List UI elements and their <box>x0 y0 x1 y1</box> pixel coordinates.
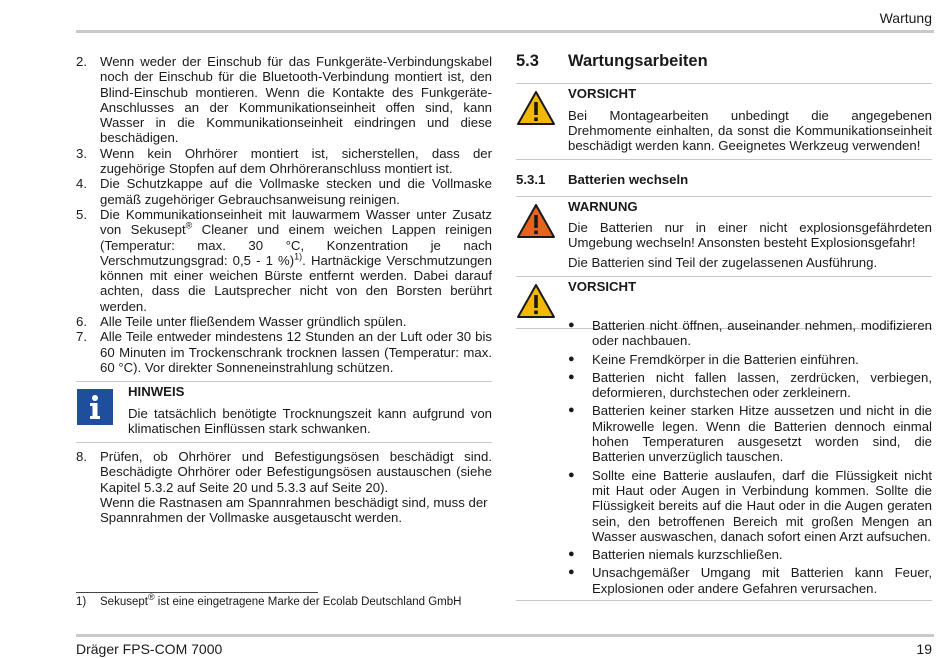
left-column <box>76 54 492 526</box>
list-item <box>568 565 932 596</box>
step-number: 8. <box>76 449 87 465</box>
notice-text: Die tatsächlich benötigte Trocknungszeit kann aufgrund von klimatischen Einflüssen stark schwanken. <box>128 405 492 436</box>
vorsicht-notice-1 <box>516 83 932 160</box>
notice-text: Die Batterien nur in einer nicht explosionsgefährdeten Umgebung wechseln! Ansonsten besteht Explosionsgefahr! <box>568 220 932 251</box>
subsection-title: Batterien wechseln <box>568 172 689 188</box>
bullet-icon: ● <box>568 566 575 579</box>
bullet-icon: ● <box>568 370 575 383</box>
list-item <box>568 352 932 367</box>
right-column <box>516 54 932 329</box>
notice-text: Die Batterien sind Teil der zugelassenen Ausführung. <box>568 254 878 270</box>
warnung-notice <box>516 196 932 277</box>
step-text: Wenn die Rastnasen am Spannrahmen beschädigt sind, muss der Spannrahmen der Vollmaske ausgetauscht werden. <box>100 495 488 526</box>
list-item-text: Batterien niemals kurzschließen. <box>592 547 783 563</box>
list-item <box>568 318 932 349</box>
footnote-text-part: Sekusept <box>100 596 148 608</box>
step-text <box>100 207 492 314</box>
warning-icon <box>516 199 568 270</box>
header-rule <box>76 30 934 33</box>
caution-icon <box>516 279 568 322</box>
footnote-text <box>100 592 462 609</box>
notice-text: Bei Montagearbeiten unbedingt die angegebenen Drehmomente einhalten, da sonst die Kommunikationseinheit beschädigt werden kann. Geeignetes Werkzeug verwenden! <box>568 107 932 154</box>
list-item-text: Batterien nicht fallen lassen, zerdrücken, verbiegen, deformieren, durchstechen oder zerkleinern. <box>592 369 932 401</box>
list-item-text: Sollte eine Batterie auslaufen, darf die Flüssigkeit nicht mit Haut oder Augen in Verbindung kommen. Sollte die Flüssigkeit bereits auf die Haut oder in die Augen geraten sein, den betroffenen Bereich mit großen Mengen an Wasser auswaschen, danach sofort einen Arzt aufsuchen. <box>592 467 932 544</box>
bullet-icon: ● <box>568 319 575 331</box>
bullet-icon: ● <box>568 404 575 417</box>
bullet-icon: ● <box>568 548 575 561</box>
step-text: Wenn weder der Einschub für das Funkgeräte-Verbindungskabel noch der Einschub für die Bluetooth-Verbindung montiert ist, den Blind-Einschub montieren. Wenn die Kontakte des Funkgeräte-Anschlusses an der Kommunikationseinheit offen sind, kann Wasser in die Kommunikationseinheit eindringen und diese beschädigen. <box>100 54 492 146</box>
footnote <box>76 592 492 609</box>
footnote-reference[interactable]: 1) <box>294 251 303 262</box>
subsection-number: 5.3.1 <box>516 172 546 188</box>
step-number: 4. <box>76 176 87 192</box>
page-number: 19 <box>916 641 932 657</box>
footer-rule <box>76 634 934 637</box>
section-title: Wartungsarbeiten <box>568 52 708 70</box>
section-heading <box>516 54 932 69</box>
step-text-part: Die Kommunikationseinheit mit lauwarmem Wasser unter Zusatz von Sekusept <box>100 206 492 238</box>
section-end-rule <box>516 600 932 601</box>
list-item-text: Unsachgemäßer Umgang mit Batterien kann Feuer, Explosionen oder andere Gefahren verursachen. <box>592 565 932 596</box>
step-8 <box>76 449 492 525</box>
header-section-title: Wartung <box>879 10 932 26</box>
bullet-icon: ● <box>568 468 575 481</box>
list-item-text: Batterien nicht öffnen, auseinander nehmen, modifizieren oder nachbauen. <box>592 318 932 349</box>
step-number: 7. <box>76 329 87 345</box>
hinweis-notice <box>76 381 492 443</box>
list-item <box>568 370 932 401</box>
step-7 <box>76 329 492 375</box>
notice-title: HINWEIS <box>128 384 185 400</box>
list-item-text: Batterien keiner starken Hitze aussetzen und nicht in die Mikrowelle legen. Wenn die Batterien dennoch einmal hohen Temperaturen ausgesetzt worden sind, die Batterien unverzüglich tauschen. <box>592 403 932 465</box>
step-3 <box>76 146 492 177</box>
registered-mark: ® <box>185 220 193 231</box>
footnote-number: 1) <box>76 596 87 608</box>
step-text: Alle Teile entweder mindestens 12 Stunden an der Luft oder 30 bis 60 Minuten im Trockenschrank trocknen lassen (Temperatur: max. 60 °C). Vor direkter Sonneneinstrahlung schützen. <box>100 329 492 375</box>
step-text-part: Cleaner und einem weichen Lappen reinigen (Temperatur: max. 30 °C, Konzentration je nach Verschmutzungsgrad: 0,5 - 1 %) <box>100 222 492 268</box>
caution-icon <box>516 86 568 153</box>
subsection-heading <box>516 172 932 187</box>
step-text: Die Schutzkappe auf die Vollmaske stecken und die Vollmaske gemäß zugehöriger Gebrauchsanweisung reinigen. <box>100 176 492 207</box>
registered-mark: ® <box>147 592 155 603</box>
battery-bullets <box>568 318 932 601</box>
footer-product: Dräger FPS-COM 7000 <box>76 641 223 657</box>
step-6 <box>76 314 492 329</box>
list-item <box>568 468 932 544</box>
notice-title: VORSICHT <box>568 86 637 102</box>
notice-title: WARNUNG <box>568 198 638 214</box>
step-number: 6. <box>76 314 87 330</box>
step-number: 5. <box>76 206 87 222</box>
step-2 <box>76 54 492 146</box>
step-4 <box>76 176 492 207</box>
list-item-text: Keine Fremdkörper in die Batterien einführen. <box>592 351 859 367</box>
section-number: 5.3 <box>516 52 539 70</box>
info-icon <box>76 384 128 436</box>
step-text-part: . Hartnäckige Verschmutzungen können mit einer weichen Bürste entfernt werden. Dabei darauf achten, dass die Lautsprecher nicht von den Borsten berührt werden. <box>100 252 492 314</box>
list-item <box>568 403 932 464</box>
step-number: 3. <box>76 145 87 161</box>
step-text: Prüfen, ob Ohrhörer und Befestigungsösen beschädigt sind. Beschädigte Ohrhörer oder Befestigungsösen austauschen (siehe Kapitel 5.3.2 auf Seite 20 und 5.3.3 auf Seite 20). <box>100 449 492 495</box>
bullet-icon: ● <box>568 352 575 365</box>
step-text: Alle Teile unter fließendem Wasser gründlich spülen. <box>100 314 407 330</box>
list-item <box>568 547 932 562</box>
step-text: Wenn kein Ohrhörer montiert ist, sicherstellen, dass der zugehörige Stopfen auf dem Ohrhöreranschluss montiert ist. <box>100 145 492 177</box>
notice-title: VORSICHT <box>568 278 637 294</box>
footnote-text-part: ist eine eingetragene Marke der Ecolab Deutschland GmbH <box>154 596 462 608</box>
step-number: 2. <box>76 54 87 69</box>
step-5 <box>76 207 492 314</box>
footnote-rule <box>76 592 318 593</box>
bullet-list <box>568 318 932 596</box>
